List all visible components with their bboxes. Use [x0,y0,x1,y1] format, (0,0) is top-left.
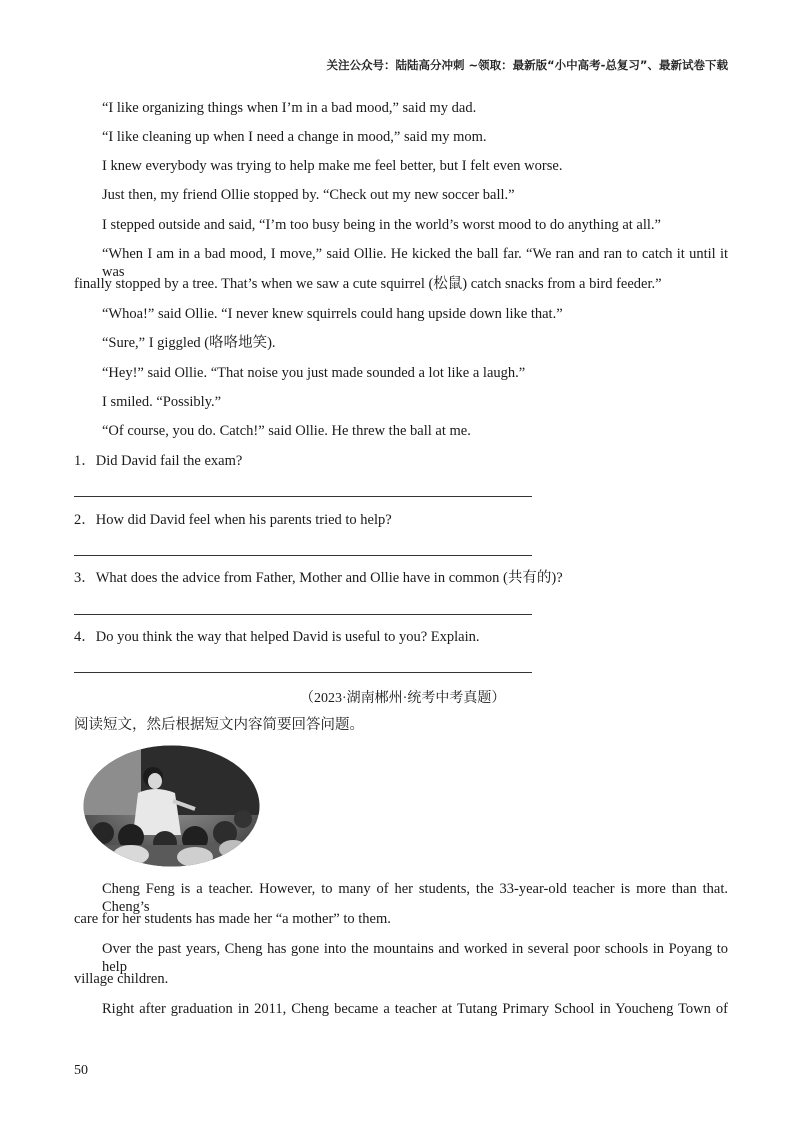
passage-line: Over the past years, Cheng has gone into the mountains and worked in several poor schools in Poyang to help [102,941,728,975]
passage-line: Right after graduation in 2011, Cheng became a teacher at Tutang Primary School in Youcheng Town of [102,1001,728,1017]
story-line: finally stopped by a tree. That’s when we saw a cute squirrel (松鼠) catch snacks from a bird feeder.” [74,276,662,292]
answer-line-4[interactable] [74,672,532,673]
passage-line: Cheng Feng is a teacher. However, to many of her students, the 33-year-old teacher is more than that. Cheng’s [102,881,728,915]
answer-line-1[interactable] [74,496,532,497]
story-line: I stepped outside and said, “I’m too busy being in the world’s worst mood to do anything at all.” [102,217,661,233]
story-line: “I like cleaning up when I need a change in mood,” said my mom. [102,129,487,145]
answer-line-2[interactable] [74,555,532,556]
source-citation: （2023·湖南郴州·统考中考真题） [300,691,506,706]
story-line: “When I am in a bad mood, I move,” said Ollie. He kicked the ball far. “We ran and ran to catch it until it was [102,246,728,280]
passage-line: village children. [74,971,169,987]
story-line: I smiled. “Possibly.” [102,394,222,410]
teacher-photo [83,745,260,867]
answer-line-3[interactable] [74,614,532,615]
reading-instruction: 阅读短文，然后根据短文内容简要回答问题。 [74,717,364,733]
story-line: I knew everybody was trying to help make me feel better, but I felt even worse. [102,158,563,174]
question-4: 4．Do you think the way that helped David is useful to you? Explain. [74,629,480,645]
story-line: “Sure,” I giggled (咯咯地笑). [102,335,276,351]
story-line: Just then, my friend Ollie stopped by. “Check out my new soccer ball.” [102,187,515,203]
passage-line: care for her students has made her “a mother” to them. [74,911,391,927]
page-header: 关注公众号：陆陆高分冲刺 ~领取：最新版“小中高考-总复习”、最新试卷下载 [326,58,728,72]
story-line: “Hey!” said Ollie. “That noise you just made sounded a lot like a laugh.” [102,365,526,381]
page-number: 50 [74,1063,88,1078]
story-line: “I like organizing things when I’m in a bad mood,” said my dad. [102,100,477,116]
question-2: 2．How did David feel when his parents tried to help? [74,512,392,528]
story-line: “Of course, you do. Catch!” said Ollie. He threw the ball at me. [102,423,471,439]
story-line: “Whoa!” said Ollie. “I never knew squirrels could hang upside down like that.” [102,306,563,322]
question-3: 3．What does the advice from Father, Mother and Ollie have in common (共有的)? [74,570,563,586]
question-1: 1．Did David fail the exam? [74,453,243,469]
